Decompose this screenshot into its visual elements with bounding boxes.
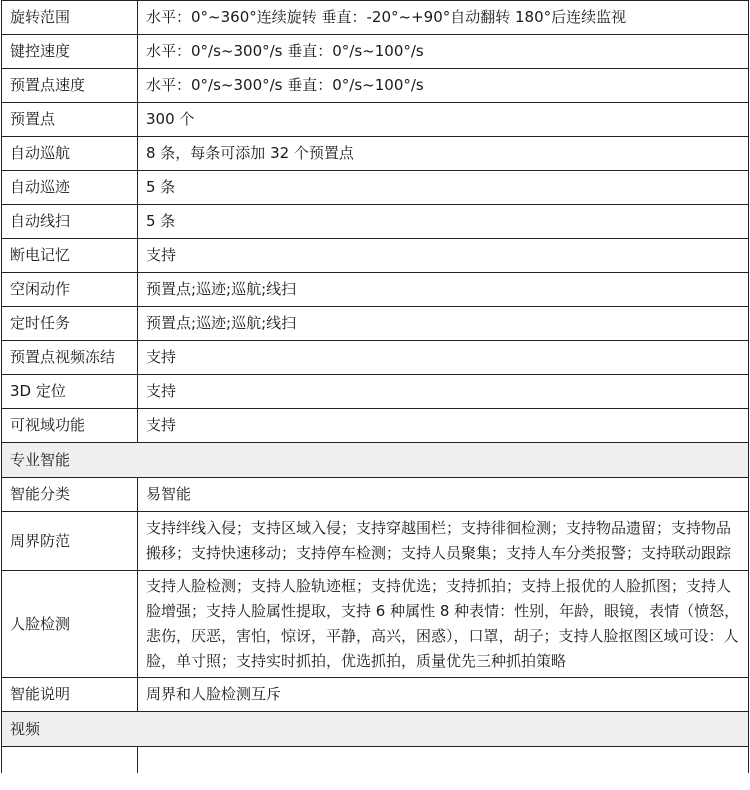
table-row <box>2 341 749 375</box>
row-key: 人脸检测 <box>2 571 138 678</box>
row-key: 旋转范围 <box>2 1 138 35</box>
row-key: 自动巡迹 <box>2 171 138 205</box>
section-header-video <box>2 712 749 747</box>
row-value: 支持 <box>138 375 749 409</box>
spec-table <box>1 0 749 773</box>
row-key: 断电记忆 <box>2 239 138 273</box>
table-row <box>2 171 749 205</box>
row-key: 自动巡航 <box>2 137 138 171</box>
row-value: 预置点;巡迹;巡航;线扫 <box>138 307 749 341</box>
row-value: 5 条 <box>138 171 749 205</box>
table-row <box>2 375 749 409</box>
section-title: 视频 <box>2 712 749 747</box>
table-row <box>2 103 749 137</box>
table-row <box>2 137 749 171</box>
row-value: 支持 <box>138 409 749 443</box>
row-key: 预置点 <box>2 103 138 137</box>
row-value: 易智能 <box>138 478 749 512</box>
row-value: 支持 <box>138 341 749 375</box>
row-value: 周界和人脸检测互斥 <box>138 678 749 712</box>
row-value: 预置点;巡迹;巡航;线扫 <box>138 273 749 307</box>
table-row <box>2 273 749 307</box>
row-value: 支持绊线入侵；支持区域入侵；支持穿越围栏；支持徘徊检测；支持物品遗留；支持物品搬移；支持快速移动；支持停车检测；支持人员聚集；支持人车分类报警；支持联动跟踪 <box>138 512 749 571</box>
row-value: 水平：0°~360°连续旋转 垂直：-20°~+90°自动翻转 180°后连续监视 <box>138 1 749 35</box>
table-row <box>2 478 749 512</box>
row-value: 300 个 <box>138 103 749 137</box>
row-key: 空闲动作 <box>2 273 138 307</box>
row-value: 水平：0°/s~300°/s 垂直：0°/s~100°/s <box>138 69 749 103</box>
table-row <box>2 205 749 239</box>
section-header-smart <box>2 443 749 478</box>
table-row <box>2 571 749 678</box>
table-row <box>2 1 749 35</box>
row-value: 支持人脸检测；支持人脸轨迹框；支持优选；支持抓拍；支持上报优的人脸抓图；支持人脸增强；支持人脸属性提取，支持 6 种属性 8 种表情：性别，年龄，眼镜，表情（愤怒，悲伤，厌恶，害怕，惊讶，平静，高兴，困惑），口罩，胡子；支持人脸抠图区域可设：人脸，单寸照；支持实时抓拍，优选抓拍，质量优先三种抓拍策略 <box>138 571 749 678</box>
row-value: 支持 <box>138 239 749 273</box>
row-key: 键控速度 <box>2 35 138 69</box>
row-value <box>138 747 749 774</box>
table-row <box>2 239 749 273</box>
table-row <box>2 678 749 712</box>
table-row <box>2 307 749 341</box>
row-key <box>2 747 138 774</box>
row-key: 定时任务 <box>2 307 138 341</box>
row-value: 水平：0°/s~300°/s 垂直：0°/s~100°/s <box>138 35 749 69</box>
row-key: 智能分类 <box>2 478 138 512</box>
table-row <box>2 409 749 443</box>
row-key: 自动线扫 <box>2 205 138 239</box>
row-key: 周界防范 <box>2 512 138 571</box>
row-key: 可视域功能 <box>2 409 138 443</box>
table-row <box>2 69 749 103</box>
row-key: 预置点视频冻结 <box>2 341 138 375</box>
row-key: 预置点速度 <box>2 69 138 103</box>
basic-rows <box>2 1 749 443</box>
row-key: 智能说明 <box>2 678 138 712</box>
table-row <box>2 35 749 69</box>
table-row <box>2 512 749 571</box>
row-value: 5 条 <box>138 205 749 239</box>
row-key: 3D 定位 <box>2 375 138 409</box>
table-row <box>2 747 749 774</box>
row-value: 8 条，每条可添加 32 个预置点 <box>138 137 749 171</box>
section-title: 专业智能 <box>2 443 749 478</box>
